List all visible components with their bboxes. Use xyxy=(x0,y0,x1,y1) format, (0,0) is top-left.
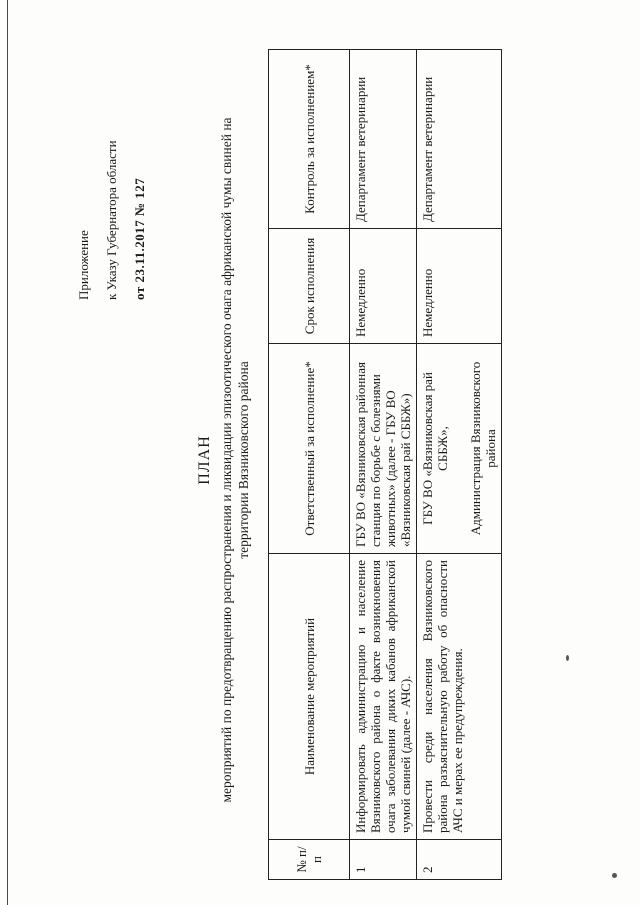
plan-title: ПЛАН xyxy=(196,435,213,485)
header-responsible: Ответственный за исполнение* xyxy=(269,344,350,554)
appendix-label: Приложение xyxy=(76,230,91,300)
appendix-header xyxy=(70,40,154,300)
row-control: Департамент ветеринарии xyxy=(417,50,502,229)
plan-title-block xyxy=(196,30,252,890)
row-deadline: Немедленно xyxy=(350,229,417,344)
document-page xyxy=(70,30,630,890)
row-control: Департамент ветеринарии xyxy=(350,50,417,229)
header-num: № п/п xyxy=(269,840,350,880)
plan-subtitle-line2: территории Вязниковского района xyxy=(236,361,251,559)
row-responsible: ГБУ ВО «Вязниковская районная станция по борьбе с болезнями животных» (далее - ГБУ ВО «Вязниковская рай СББЖ») xyxy=(350,344,417,554)
row-responsible-cell xyxy=(417,344,502,554)
plan-subtitle-line1: мероприятий по предотвращению распространения и ликвидации эпизоотического очага африканской чумы свиней на xyxy=(219,117,234,803)
row-responsible-extra: Администрация Вязниковского района xyxy=(468,361,498,536)
table-header-row xyxy=(269,50,350,880)
row-deadline: Немедленно xyxy=(417,229,502,344)
header-name: Наименование мероприятий xyxy=(269,554,350,840)
plan-table xyxy=(268,49,502,880)
table-row xyxy=(417,50,502,880)
row-responsible: ГБУ ВО «Вязниковская рай СББЖ», xyxy=(420,372,450,525)
row-measure: Информировать администрацию и население Вязниковского района о факте возникновения очага заболевания диких кабанов африканской чумой свиней (далее - АЧС). xyxy=(350,554,417,840)
table-row xyxy=(350,50,417,880)
appendix-date-number: от 23.11.2017 № 127 xyxy=(132,177,147,300)
scan-margin-line xyxy=(7,0,8,905)
row-num: 2 xyxy=(417,840,502,880)
appendix-decree: к Указу Губернатора области xyxy=(104,140,119,300)
row-num: 1 xyxy=(350,840,417,880)
header-control: Контроль за исполнением* xyxy=(269,50,350,229)
row-measure: Провести среди населения Вязниковского района разъяснительную работу об опасности АЧС и мерах ее предупреждения. xyxy=(417,554,502,840)
header-deadline: Срок исполнения xyxy=(269,229,350,344)
